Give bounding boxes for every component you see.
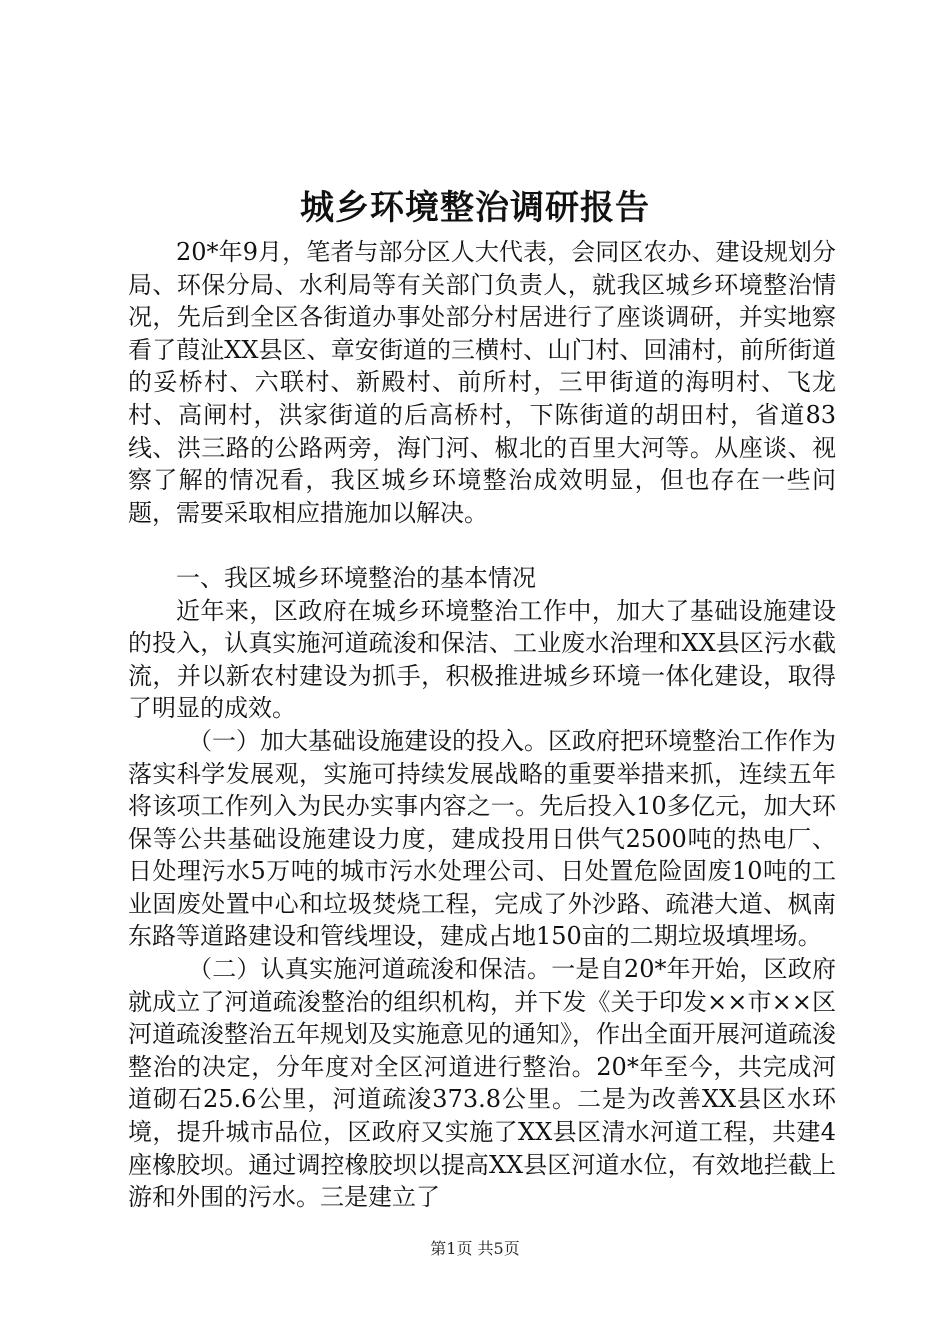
section-heading: 一、我区城乡环境整治的基本情况 [176, 563, 536, 592]
paragraph-intro: 20*年9月，笔者与部分区人大代表，会同区农办、建设规划分局、环保分局、水利局等有关部门负责人，就我区城乡环境整治情况，先后到全区各街道办事处部分村居进行了座谈调研，并实地察看了葭沚XX县区、章安街道的三横村、山门村、回浦村，前所街道的妥桥村、六联村、新殿村、前所村，三甲街道的海明村、飞龙村、高闸村，洪家街道的后高桥村，下陈街道的胡田村，省道83线、洪三路的公路两旁，海门河、椒北的百里大河等。从座谈、视察了解的情况看，我区城乡环境整治成效明显，但也存在一些问题，需要采取相应措施加以解决。 [128, 238, 836, 527]
document-body [128, 236, 836, 1214]
document-title: 城乡环境整治调研报告 [300, 188, 650, 228]
paragraph-overview: 近年来，区政府在城乡环境整治工作中，加大了基础设施建设的投入，认真实施河道疏浚和保洁、工业废水治理和XX县区污水截流，并以新农村建设为抓手，积极推进城乡环境一体化建设，取得了明显的成效。 [128, 596, 836, 723]
paragraph-infrastructure: （一）加大基础设施建设的投入。区政府把环境整治工作作为落实科学发展观，实施可持续发展战略的重要举措来抓，连续五年将该项工作列入为民办实事内容之一。先后投入10多亿元，加大环保等公共基础设施建设力度，建成投用日供气2500吨的热电厂、日处理污水5万吨的城市污水处理公司、日处置危险固废10吨的工业固废处置中心和垃圾焚烧工程，完成了外沙路、疏港大道、枫南东路等道路建设和管线埋设，建成占地150亩的二期垃圾填埋场。 [128, 726, 836, 951]
paragraph-river-dredging: （二）认真实施河道疏浚和保洁。一是自20*年开始，区政府就成立了河道疏浚整治的组织机构，并下发《关于印发××市××区河道疏浚整治五年规划及实施意见的通知》，作出全面开展河道疏浚整治的决定，分年度对全区河道进行整治。20*年至今，共完成河道砌石25.6公里，河道疏浚373.8公里。二是为改善XX县区水环境，提升城市品位，区政府又实施了XX县区清水河道工程，共建4座橡胶坝。通过调控橡胶坝以提高XX县区河道水位，有效地拦截上游和外围的污水。三是建立了 [128, 955, 836, 1212]
page-footer: 第1页 共5页 [430, 1239, 520, 1258]
